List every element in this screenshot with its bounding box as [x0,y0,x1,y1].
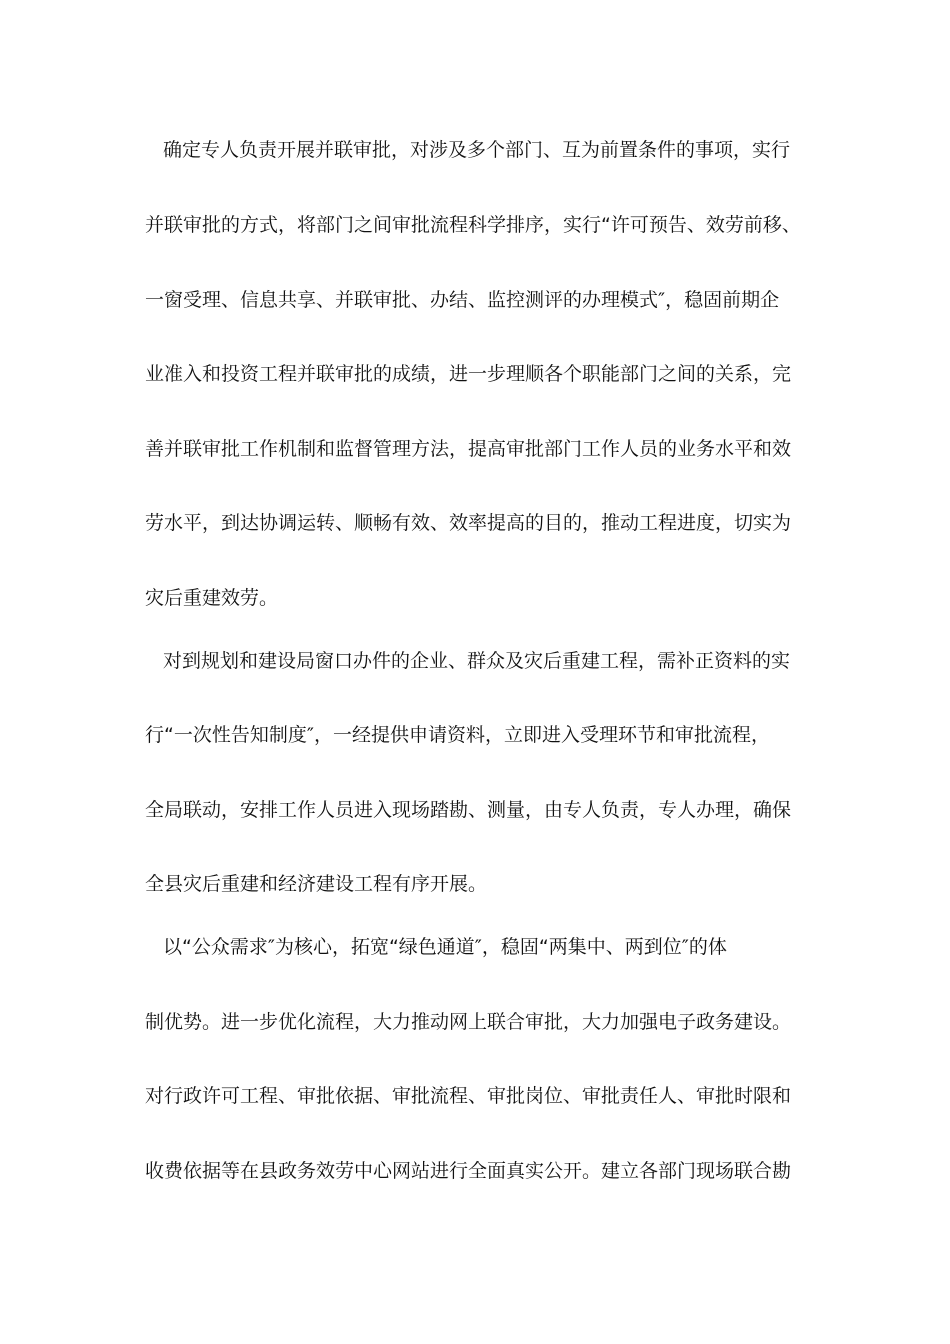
text-line: 劳水平，到达协调运转、顺畅有效、效率提高的目的，推动工程进度，切实为 [145,512,792,534]
text-line: 并联审批的方式，将部门之间审批流程科学排序，实行“许可预告、效劳前移、 [145,214,801,236]
text-line: 以“公众需求″为核心，拓宽“绿色通道″，稳固“两集中、两到位″的体 [163,936,727,958]
text-line: 确定专人负责开展并联审批，对涉及多个部门、互为前置条件的事项，实行 [163,139,791,161]
text-line: 灾后重建效劳。 [145,587,279,609]
text-line: 全局联动，安排工作人员进入现场踏勘、测量，由专人负责，专人办理，确保 [145,799,792,821]
text-line: 一窗受理、信息共享、并联审批、办结、监控测评的办理模式″，稳固前期企 [145,289,780,311]
text-line: 收费依据等在县政务效劳中心网站进行全面真实公开。建立各部门现场联合勘 [145,1160,792,1182]
text-line: 全县灾后重建和经济建设工程有序开展。 [145,873,488,895]
text-line: 对行政许可工程、审批依据、审批流程、审批岗位、审批责任人、审批时限和 [145,1085,792,1107]
text-line: 业准入和投资工程并联审批的成绩，进一步理顺各个职能部门之间的关系，完 [145,363,792,385]
text-line: 对到规划和建设局窗口办件的企业、群众及灾后重建工程，需补正资料的实 [163,650,791,672]
text-line: 行“一次性告知制度″，一经提供申请资料，立即进入受理环节和审批流程， [145,724,770,746]
text-line: 善并联审批工作机制和监督管理方法，提高审批部门工作人员的业务水平和效 [145,438,792,460]
text-line: 制优势。进一步优化流程，大力推动网上联合审批，大力加强电子政务建设。 [145,1011,792,1033]
